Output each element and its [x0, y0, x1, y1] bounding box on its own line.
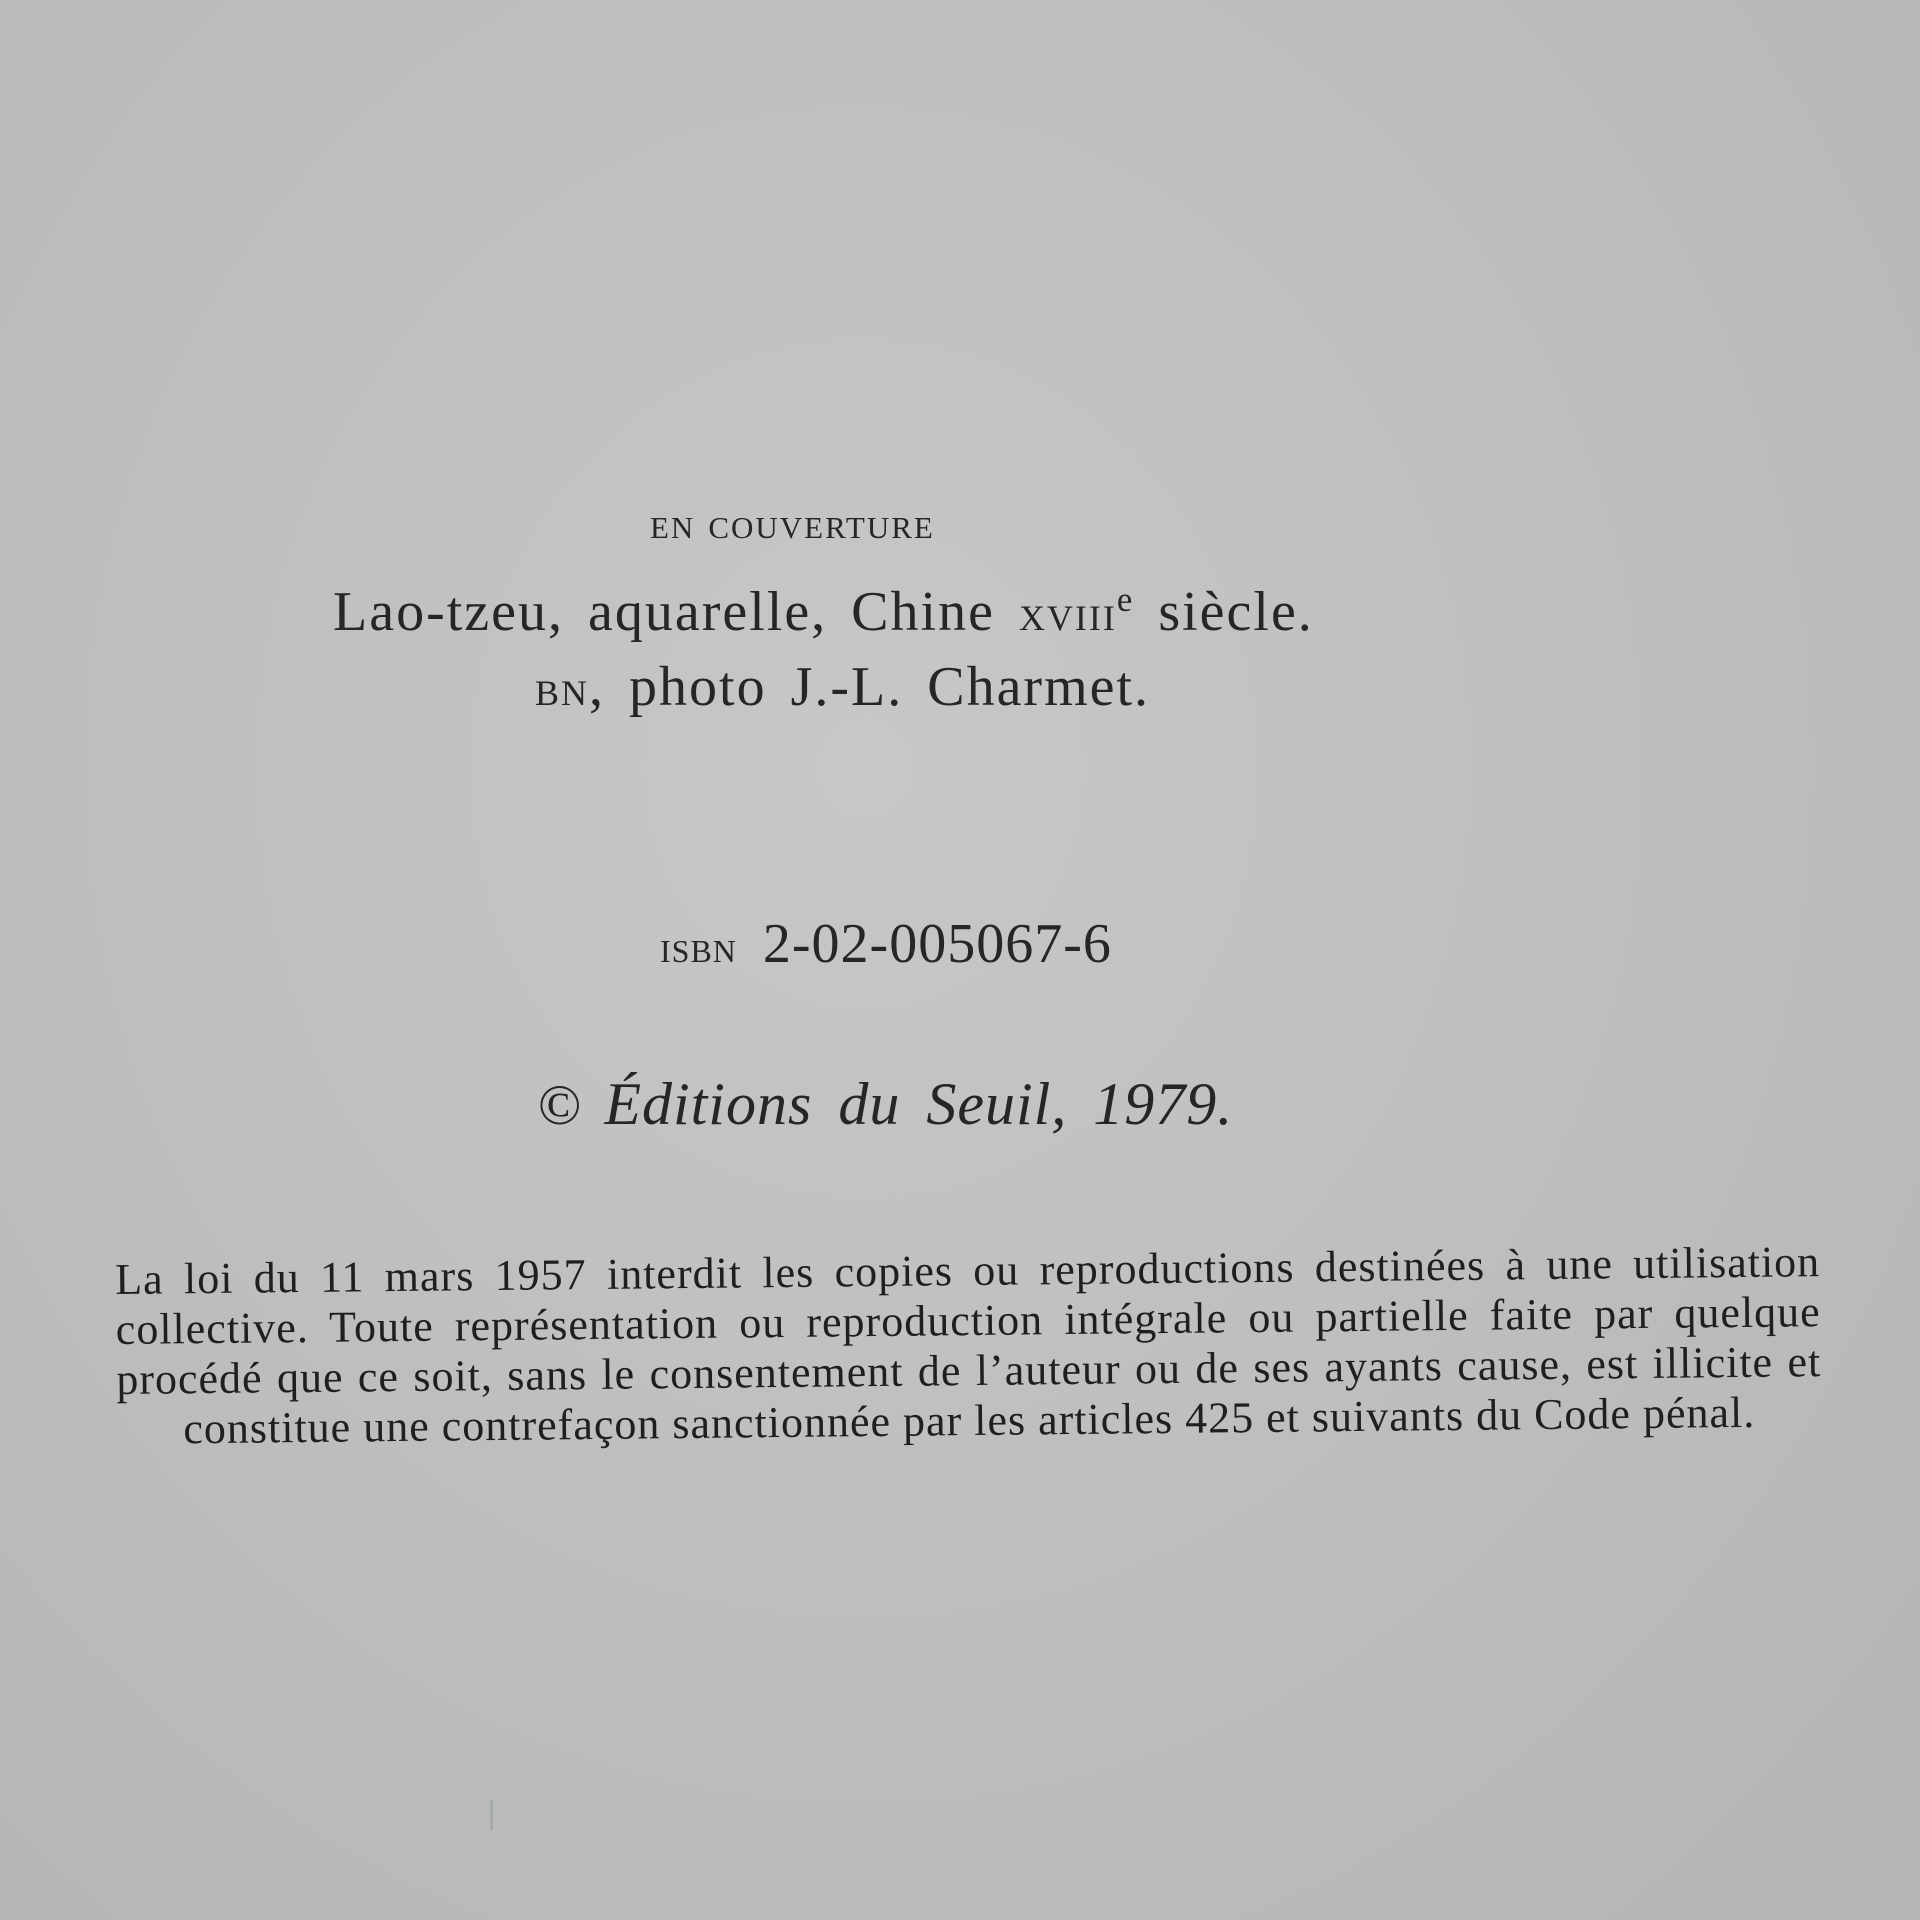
copyright-line: [538, 1070, 1233, 1139]
copyright-text: Éditions du Seuil, 1979.: [604, 1071, 1234, 1137]
isbn-label: isbn: [660, 921, 737, 972]
credit-library: bn: [535, 660, 590, 717]
paper-speck: [490, 1800, 493, 1830]
century-numeral: xviii: [1018, 585, 1117, 642]
photo-credit: [535, 655, 1150, 719]
isbn-number: 2-02-005067-6: [762, 913, 1112, 975]
credit-photographer: , photo J.-L. Charmet.: [589, 656, 1151, 718]
legal-notice: La loi du 11 mars 1957 interdit les copies ou reproductions destinées à une utilisation collective. Toute représentation ou reproduction intégrale ou partielle faite par quelque procédé que ce soit, sans le consentement de l’auteur ou de ses ayants cause, est illicite et constitue une contrefaçon sanctionnée par les articles 425 et suivants du Code pénal.: [115, 1237, 1822, 1454]
cover-caption-text: Lao-tzeu, aquarelle, Chine: [333, 581, 1019, 643]
cover-caption: [333, 580, 1314, 644]
cover-caption-end: siècle.: [1134, 581, 1314, 643]
cover-heading: en couverture: [650, 499, 935, 548]
copyright-symbol: ©: [538, 1074, 583, 1137]
isbn: [660, 912, 1112, 976]
century-superscript: e: [1116, 579, 1135, 619]
